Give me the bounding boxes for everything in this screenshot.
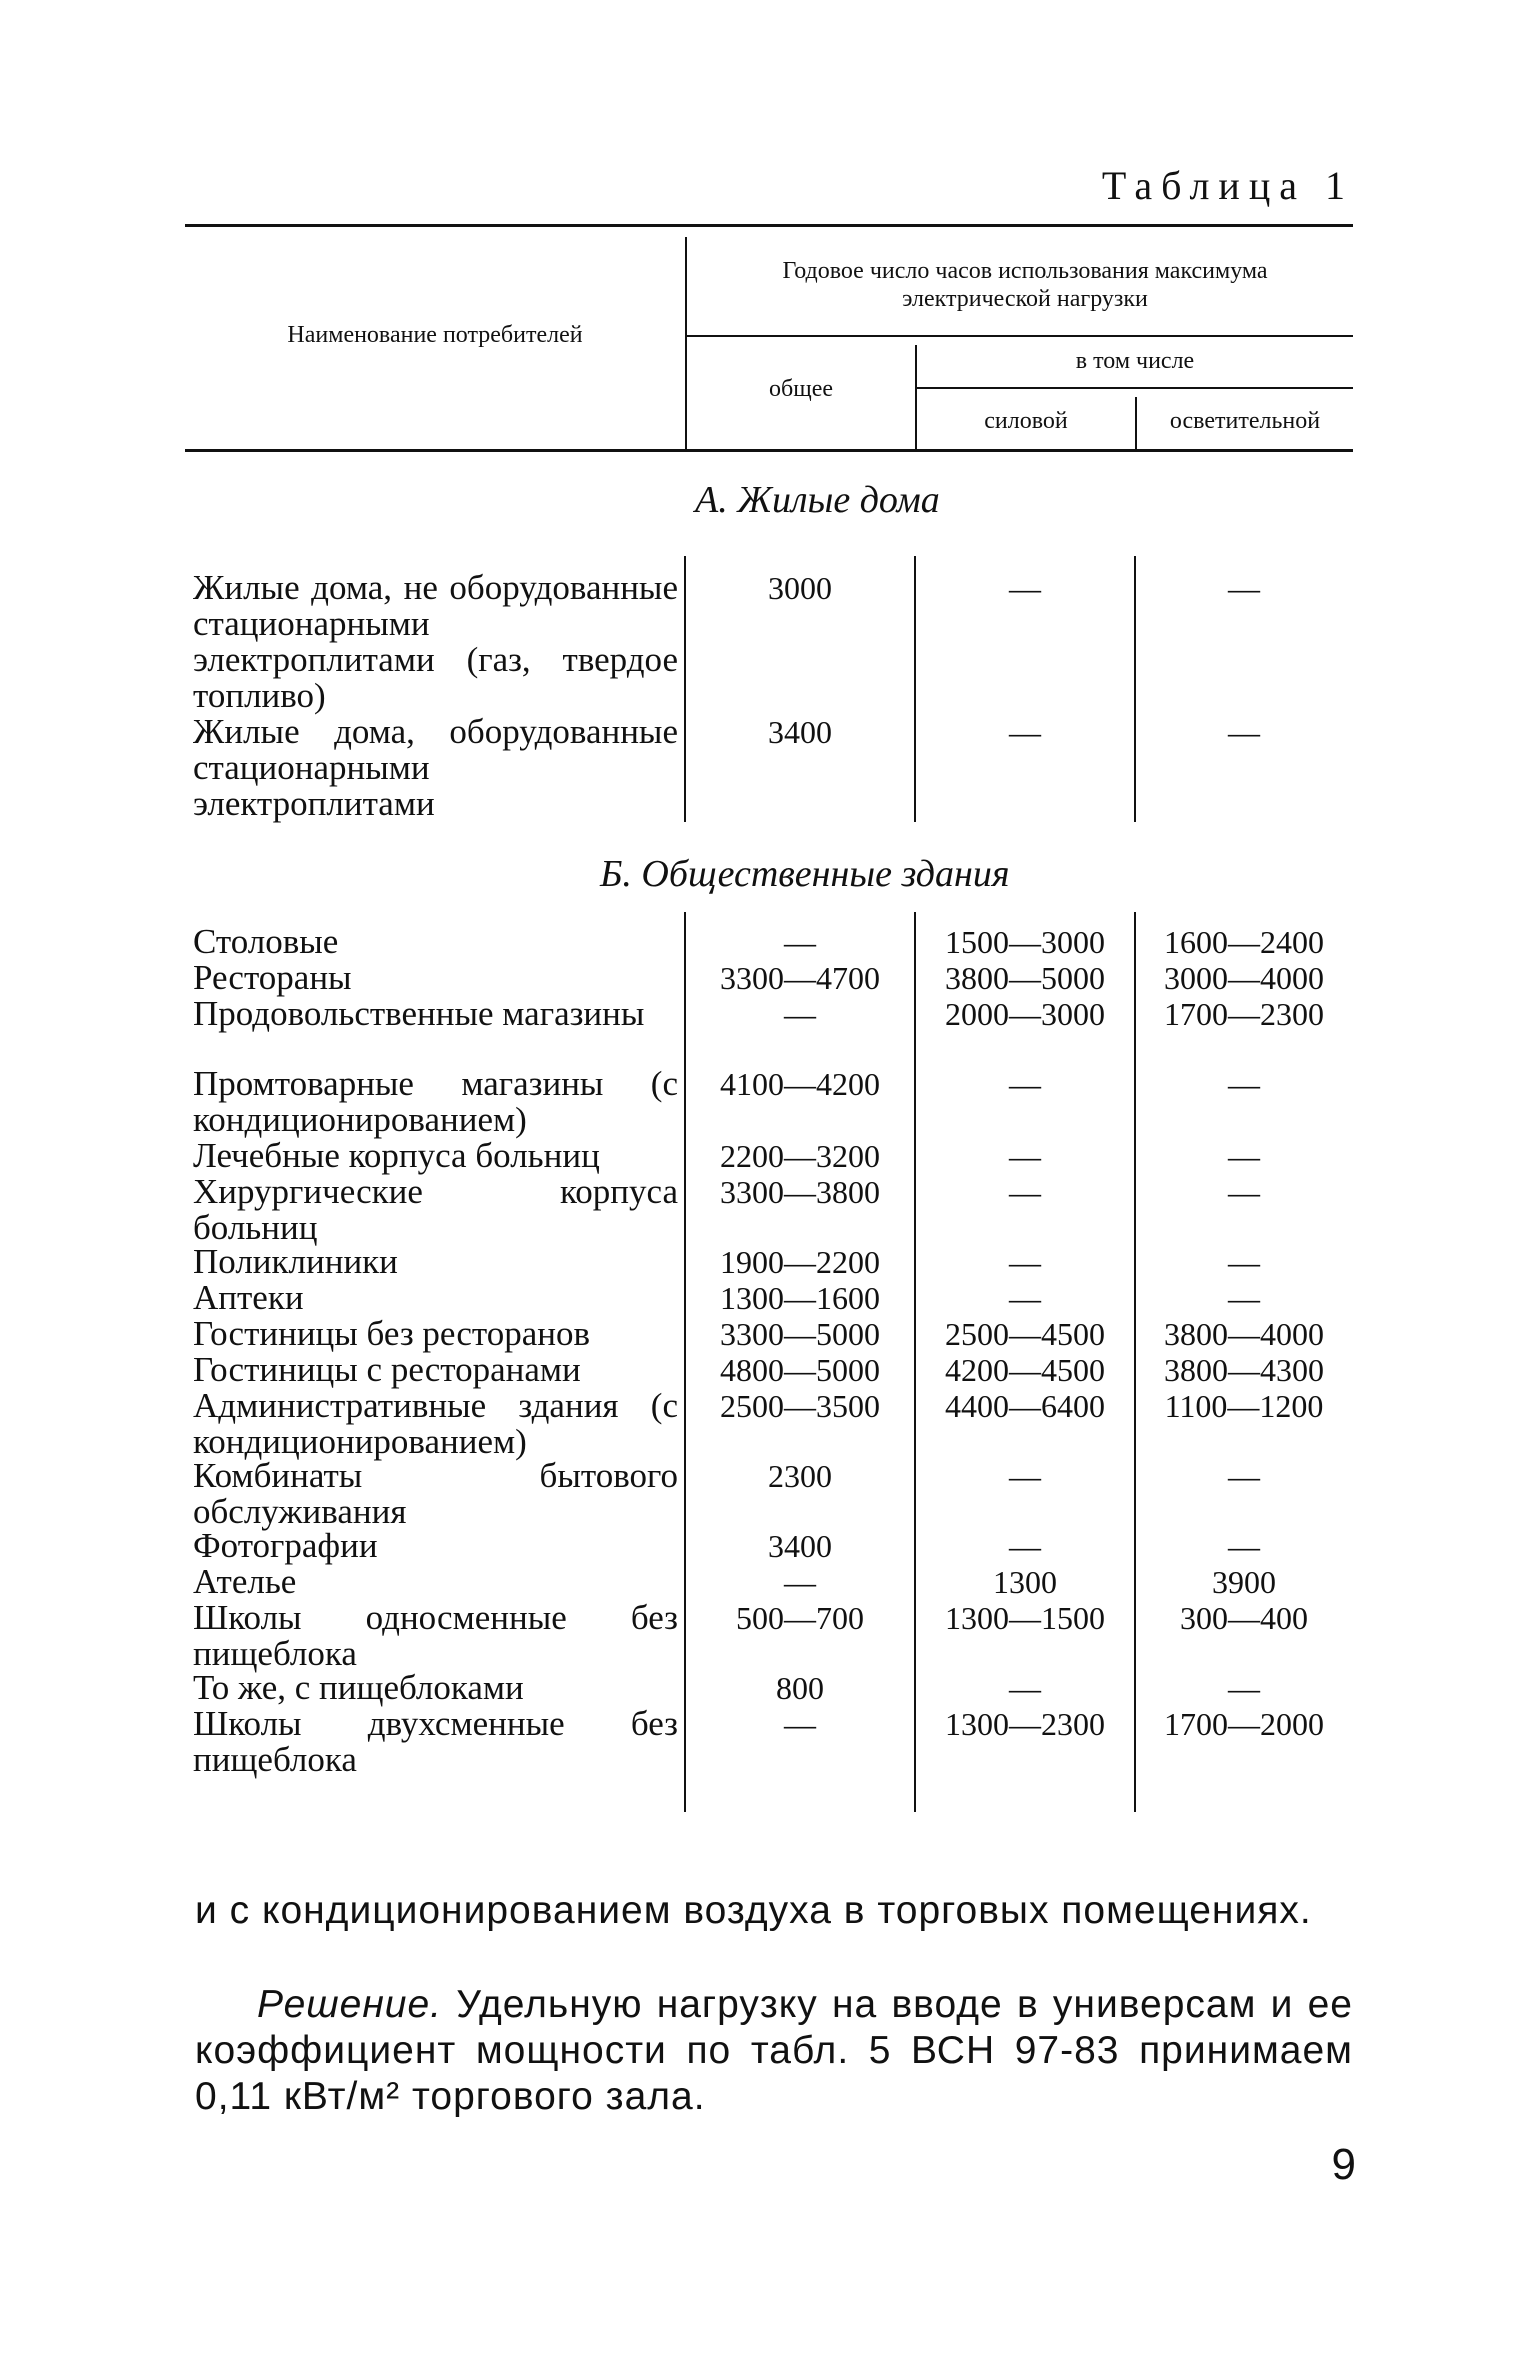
row-name: Комбинаты бытового обслуживания [193,1456,678,1531]
row-power: — [1009,1458,1041,1494]
row-total: 3300—5000 [720,1316,880,1352]
row-lighting: 1600—2400 [1164,924,1324,960]
row-power: 3800—5000 [945,960,1105,996]
row-power: — [1009,1066,1041,1102]
row-power: 2000—3000 [945,996,1105,1032]
row-name: Продовольственные магазины [193,994,645,1033]
row-total: — [784,996,816,1032]
row-total: 4100—4200 [720,1066,880,1102]
row-total: 2500—3500 [720,1388,880,1424]
row-power: — [1009,1528,1041,1564]
row-power: 4200—4500 [945,1352,1105,1388]
section-title-residential: А. Жилые дома [695,479,940,521]
row-name: Столовые [193,922,339,961]
row-name: Поликлиники [193,1242,398,1281]
row-name: Фотографии [193,1526,378,1565]
row-lighting: 3000—4000 [1164,960,1324,996]
header-col-group: Годовое число часов использования максимума электрической нагрузки [782,258,1268,312]
row-name: Промтоварные магазины (с кондиционированием) [193,1064,678,1139]
row-power: 1300 [993,1564,1057,1600]
row-name: Гостиницы с ресторанами [193,1350,581,1389]
header-divider [687,335,1353,337]
solution-text: Удельную нагрузку на вводе в универсам и ее коэффициент мощности по табл. 5 ВСН 97-83 принимаем 0,11 кВт/м² торгового зала. [195,1983,1353,2118]
row-name: Аптеки [193,1278,304,1317]
row-name: Жилые дома, не оборудованные стационарными электроплитами (газ, твердое топливо) [193,568,678,715]
row-lighting: — [1228,1138,1260,1174]
row-power: — [1009,1138,1041,1174]
row-power: — [1009,1174,1041,1210]
row-lighting: 3800—4300 [1164,1352,1324,1388]
row-name: Жилые дома, оборудованные стационарными электроплитами [193,712,678,823]
row-lighting: 1100—1200 [1164,1388,1324,1424]
row-name: Ателье [193,1562,297,1601]
row-power: — [1009,714,1041,750]
row-power: 1500—3000 [945,924,1105,960]
row-power: — [1009,1670,1041,1706]
paragraph-solution [195,1982,1353,2120]
header-divider [917,387,1353,389]
row-lighting: — [1228,714,1260,750]
row-lighting: — [1228,1066,1260,1102]
header-col-name: Наименование потребителей [287,322,583,348]
row-total: — [784,1564,816,1600]
row-lighting: — [1228,570,1260,606]
row-total: — [784,924,816,960]
row-lighting: — [1228,1528,1260,1564]
row-lighting: — [1228,1174,1260,1210]
row-power: 2500—4500 [945,1316,1105,1352]
row-total: — [784,1706,816,1742]
row-total: 3300—4700 [720,960,880,996]
section-title-public: Б. Общественные здания [600,853,1010,895]
row-total: 800 [776,1670,824,1706]
row-name: Административные здания (с кондиционированием) [193,1386,678,1461]
row-total: 3400 [768,1528,832,1564]
row-name: Рестораны [193,958,352,997]
row-power: — [1009,1280,1041,1316]
row-total: 2300 [768,1458,832,1494]
row-lighting: 1700—2300 [1164,996,1324,1032]
row-name: Школы односменные без пищеблока [193,1598,678,1673]
header-divider [685,237,687,449]
solution-lead: Решение. [257,1983,443,2026]
header-col-total: общее [769,376,833,402]
row-lighting: 1700—2000 [1164,1706,1324,1742]
row-name: То же, с пищеблоками [193,1668,524,1707]
row-power: — [1009,1244,1041,1280]
page-number: 9 [1331,2140,1356,2189]
row-total: 4800—5000 [720,1352,880,1388]
row-total: 1900—2200 [720,1244,880,1280]
row-power: 1300—1500 [945,1600,1105,1636]
row-name: Лечебные корпуса больниц [193,1136,600,1175]
row-total: 3400 [768,714,832,750]
header-col-power: силовой [984,408,1068,434]
row-name: Школы двухсменные без пищеблока [193,1704,678,1779]
table-header [185,224,1353,452]
row-power: — [1009,570,1041,606]
row-lighting: 300—400 [1180,1600,1308,1636]
row-total: 1300—1600 [720,1280,880,1316]
header-col-including: в том числе [1075,348,1195,374]
row-lighting: — [1228,1244,1260,1280]
row-lighting: — [1228,1458,1260,1494]
row-name: Гостиницы без ресторанов [193,1314,590,1353]
row-lighting: — [1228,1280,1260,1316]
paragraph-continuation: и с кондиционированием воздуха в торговых помещениях. [195,1889,1312,1932]
row-lighting: — [1228,1670,1260,1706]
header-col-lighting: осветительной [1169,408,1321,434]
row-lighting: 3800—4000 [1164,1316,1324,1352]
row-total: 3000 [768,570,832,606]
row-name: Хирургические корпуса больниц [193,1172,678,1247]
table-label: Таблица 1 [1101,163,1354,208]
row-total: 500—700 [736,1600,864,1636]
row-total: 2200—3200 [720,1138,880,1174]
row-lighting: 3900 [1212,1564,1276,1600]
row-power: 1300—2300 [945,1706,1105,1742]
row-power: 4400—6400 [945,1388,1105,1424]
row-total: 3300—3800 [720,1174,880,1210]
